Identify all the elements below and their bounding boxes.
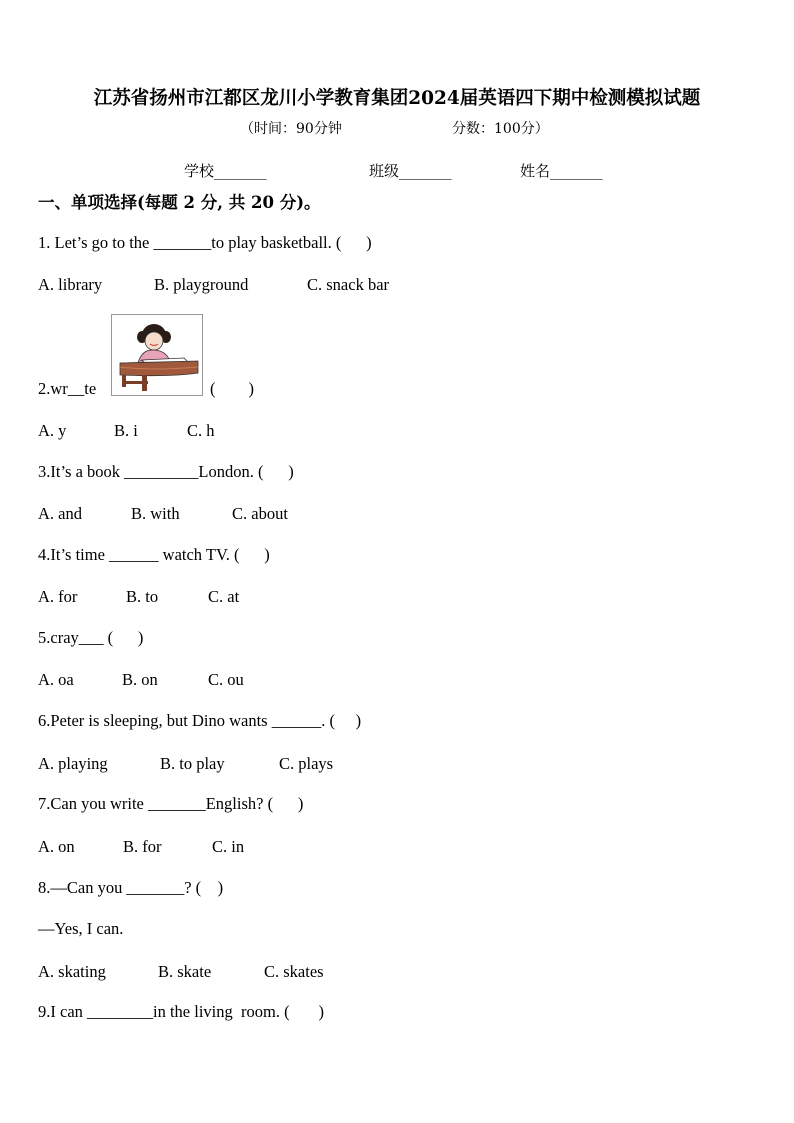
q4-option-c: C. at — [208, 587, 240, 606]
q6-option-b: B. to play — [160, 754, 225, 773]
q6-option-c: C. plays — [279, 754, 334, 773]
class-field: 班级_______ — [369, 162, 452, 180]
question-8: 8.—Can you _______? ( ) — [38, 878, 224, 897]
q8-option-a: A. skating — [38, 962, 106, 981]
question-7: 7.Can you write _______English? ( ) — [38, 794, 304, 813]
q7-option-c: C. in — [212, 837, 245, 856]
question-2-suffix: ( ) — [210, 379, 254, 398]
q1-option-c: C. snack bar — [307, 275, 390, 294]
q8-option-c: C. skates — [264, 962, 324, 981]
question-2-prefix: 2.wr__te — [38, 379, 97, 398]
question-5: 5.cray___ ( ) — [38, 628, 144, 647]
q5-option-a: A. oa — [38, 670, 74, 689]
q2-option-a: A. y — [38, 421, 67, 440]
q6-option-a: A. playing — [38, 754, 108, 773]
q8-option-b: B. skate — [158, 962, 212, 981]
q2-option-b: B. i — [114, 421, 138, 440]
question-3: 3.It’s a book _________London. ( ) — [38, 462, 294, 481]
question-9: 9.I can ________in the living room. ( ) — [38, 1002, 324, 1021]
q3-option-a: A. and — [38, 504, 82, 523]
q1-option-b: B. playground — [154, 275, 249, 294]
page-title: 江苏省扬州市江都区龙川小学教育集团2024届英语四下期中检测模拟试题 — [93, 88, 701, 109]
q5-option-c: C. ou — [208, 670, 244, 689]
exam-time: （时间：90分钟 — [240, 121, 342, 137]
q7-option-b: B. for — [123, 837, 162, 856]
school-field: 学校_______ — [184, 162, 267, 180]
q4-option-b: B. to — [126, 587, 159, 606]
q4-option-a: A. for — [38, 587, 78, 606]
question-8-reply: —Yes, I can. — [38, 919, 124, 938]
exam-score: 分数：100分） — [452, 121, 549, 137]
question-4: 4.It’s time ______ watch TV. ( ) — [38, 545, 270, 564]
q7-option-a: A. on — [38, 837, 75, 856]
q1-option-a: A. library — [38, 275, 103, 294]
question-6: 6.Peter is sleeping, but Dino wants ______. ( ) — [38, 711, 362, 730]
q3-option-b: B. with — [131, 504, 180, 523]
q3-option-c: C. about — [232, 504, 288, 523]
section-heading: 一、单项选择(每题 2 分, 共 20 分)。 — [38, 193, 321, 212]
q2-option-c: C. h — [187, 421, 215, 440]
name-field: 姓名_______ — [520, 162, 603, 180]
q5-option-b: B. on — [122, 670, 158, 689]
girl-writing-image — [111, 314, 203, 396]
question-1: 1. Let’s go to the _______to play basketball. ( ) — [38, 233, 372, 252]
